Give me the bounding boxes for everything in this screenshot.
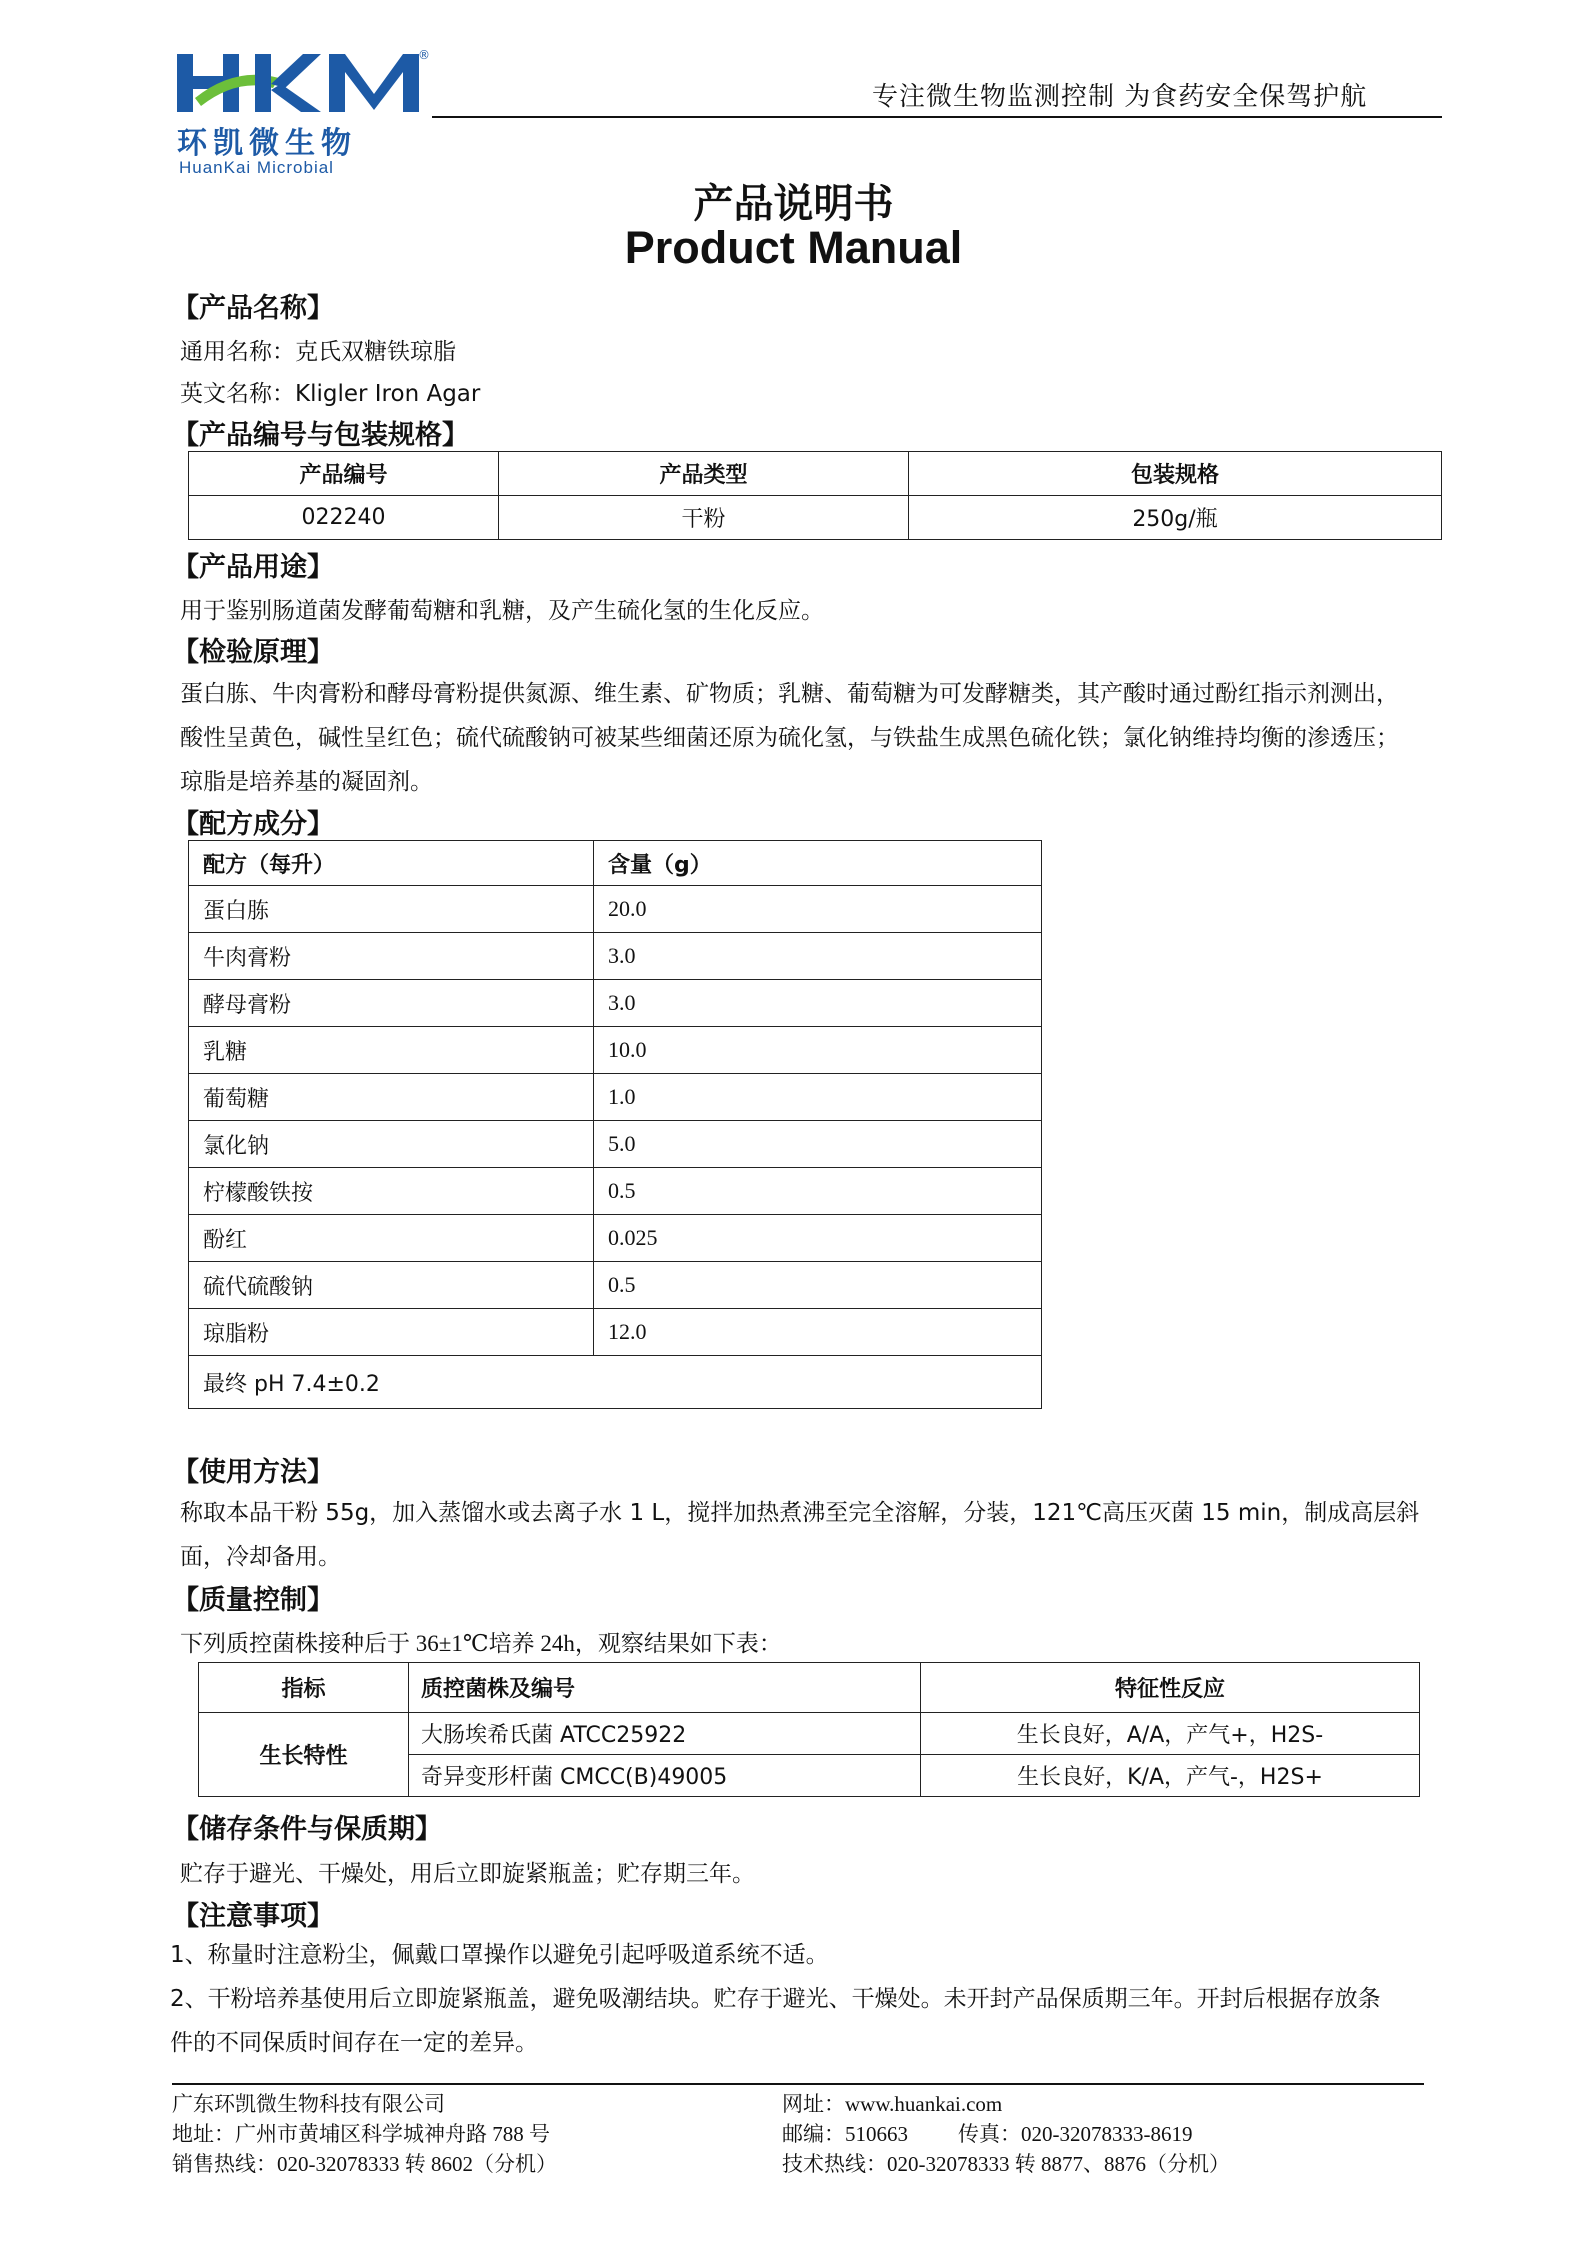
section-heading-method: 【使用方法】 bbox=[172, 1457, 334, 1488]
footer-fax: 传真：020-32078333-8619 bbox=[958, 2122, 1193, 2146]
header-cell: 配方（每升） bbox=[189, 841, 594, 886]
header-cell: 包装规格 bbox=[909, 452, 1442, 496]
table-row bbox=[189, 1121, 1042, 1168]
table-header-row bbox=[199, 1663, 1420, 1713]
section-heading-qc: 【质量控制】 bbox=[172, 1585, 334, 1616]
product-type: 干粉 bbox=[499, 496, 909, 540]
section-heading-storage: 【储存条件与保质期】 bbox=[172, 1814, 442, 1845]
principle-line: 蛋白胨、牛肉膏粉和酵母膏粉提供氮源、维生素、矿物质；乳糖、葡萄糖为可发酵糖类，其产酸时通过酚红指示剂测出， bbox=[180, 681, 1399, 707]
storage-text: 贮存于避光、干燥处，用后立即旋紧瓶盖；贮存期三年。 bbox=[180, 1861, 755, 1887]
principle-text bbox=[180, 672, 1450, 804]
package-size: 250g/瓶 bbox=[909, 496, 1442, 540]
principle-line: 酸性呈黄色，碱性呈红色；硫代硫酸钠可被某些细菌还原为硫化氢，与铁盐生成黑色硫化铁；氯化钠维持均衡的渗透压； bbox=[180, 725, 1399, 751]
usage-text: 用于鉴别肠道菌发酵葡萄糖和乳糖，及产生硫化氢的生化反应。 bbox=[180, 598, 824, 624]
notes-text bbox=[170, 1933, 1440, 2065]
ingredient-amount: 5.0 bbox=[594, 1121, 1042, 1168]
qc-table bbox=[198, 1662, 1420, 1797]
qc-reaction: 生长良好，A/A，产气+，H2S- bbox=[921, 1713, 1420, 1755]
table-header-row bbox=[189, 841, 1042, 886]
ingredient-amount: 1.0 bbox=[594, 1074, 1042, 1121]
footer-company: 广东环凯微生物科技有限公司 bbox=[172, 2092, 445, 2116]
product-code: 022240 bbox=[189, 496, 499, 540]
ingredient-name: 硫代硫酸钠 bbox=[189, 1262, 594, 1309]
table-row bbox=[189, 1262, 1042, 1309]
ingredient-amount: 12.0 bbox=[594, 1309, 1042, 1356]
note-line: 2、干粉培养基使用后立即旋紧瓶盖，避免吸潮结块。贮存于避光、干燥处。未开封产品保质期三年。开封后根据存放条 bbox=[170, 1986, 1381, 2012]
note-line: 件的不同保质时间存在一定的差异。 bbox=[170, 2030, 538, 2056]
footer-address: 地址：广州市黄埔区科学城神舟路 788 号 bbox=[172, 2122, 550, 2146]
ingredient-name: 氯化钠 bbox=[189, 1121, 594, 1168]
footer-postcode: 邮编：510663 bbox=[782, 2122, 908, 2146]
qc-intro: 下列质控菌株接种后于 36±1℃培养 24h，观察结果如下表： bbox=[180, 1631, 782, 1656]
qc-strain-name: 大肠埃希氏菌 ATCC25922 bbox=[421, 1723, 687, 1748]
ingredient-amount: 0.025 bbox=[594, 1215, 1042, 1262]
header-slogan: 专注微生物监测控制 为食药安全保驾护航 bbox=[872, 82, 1368, 112]
header-cell: 产品编号 bbox=[189, 452, 499, 496]
company-logo bbox=[175, 48, 435, 177]
ingredient-name: 酚红 bbox=[189, 1215, 594, 1262]
common-name: 通用名称：克氏双糖铁琼脂 bbox=[180, 339, 456, 365]
table-row bbox=[189, 933, 1042, 980]
section-heading-principle: 【检验原理】 bbox=[172, 637, 334, 668]
footer-sales-hotline: 销售热线：020-32078333 转 8602（分机） bbox=[172, 2152, 557, 2176]
qc-reaction: 生长良好，K/A，产气-，H2S+ bbox=[921, 1755, 1420, 1797]
section-heading-notes: 【注意事项】 bbox=[172, 1901, 334, 1932]
note-line: 1、称量时注意粉尘，佩戴口罩操作以避免引起呼吸道系统不适。 bbox=[170, 1942, 829, 1968]
table-row bbox=[199, 1713, 1420, 1755]
package-table bbox=[188, 451, 1442, 540]
ingredient-name: 牛肉膏粉 bbox=[189, 933, 594, 980]
table-row bbox=[189, 496, 1442, 540]
method-text bbox=[180, 1491, 1450, 1579]
final-ph: 最终 pH 7.4±0.2 bbox=[189, 1356, 1042, 1409]
ingredient-name: 葡萄糖 bbox=[189, 1074, 594, 1121]
logo-chinese-name: 环凯微生物 bbox=[177, 126, 357, 161]
method-line: 称取本品干粉 55g，加入蒸馏水或去离子水 1 L，搅拌加热煮沸至完全溶解，分装，121℃高压灭菌 15 min，制成高层斜 bbox=[180, 1500, 1420, 1526]
header-cell: 特征性反应 bbox=[921, 1663, 1420, 1713]
table-row bbox=[189, 980, 1042, 1027]
principle-line: 琼脂是培养基的凝固剂。 bbox=[180, 769, 433, 795]
title-english: Product Manual bbox=[624, 222, 963, 273]
footer-tech-hotline: 技术热线：020-32078333 转 8877、8876（分机） bbox=[782, 2152, 1230, 2176]
ingredient-name: 蛋白胨 bbox=[189, 886, 594, 933]
ingredient-name: 乳糖 bbox=[189, 1027, 594, 1074]
qc-strain-name: 奇异变形杆菌 CMCC(B)49005 bbox=[421, 1765, 728, 1790]
header-cell: 产品类型 bbox=[499, 452, 909, 496]
header-cell: 质控菌株及编号 bbox=[409, 1663, 921, 1713]
table-header-row bbox=[189, 452, 1442, 496]
table-row bbox=[189, 1215, 1042, 1262]
section-heading-product-name: 【产品名称】 bbox=[172, 293, 334, 324]
ingredient-amount: 3.0 bbox=[594, 933, 1042, 980]
header-cell: 含量（g） bbox=[594, 841, 1042, 886]
header-divider bbox=[432, 116, 1442, 118]
table-row bbox=[189, 1356, 1042, 1409]
ingredient-name: 琼脂粉 bbox=[189, 1309, 594, 1356]
footer-divider bbox=[172, 2083, 1424, 2085]
section-heading-package: 【产品编号与包装规格】 bbox=[172, 420, 469, 451]
method-line: 面，冷却备用。 bbox=[180, 1544, 341, 1570]
hkm-logo-icon bbox=[175, 48, 425, 118]
section-heading-usage: 【产品用途】 bbox=[172, 552, 334, 583]
ingredient-amount: 10.0 bbox=[594, 1027, 1042, 1074]
table-row bbox=[189, 1027, 1042, 1074]
qc-strain bbox=[409, 1755, 921, 1797]
table-row bbox=[189, 886, 1042, 933]
footer-website: 网址：www.huankai.com bbox=[782, 2092, 1003, 2116]
qc-group-label: 生长特性 bbox=[199, 1713, 409, 1797]
formula-table bbox=[188, 840, 1042, 1409]
table-row bbox=[189, 1074, 1042, 1121]
registered-mark: ® bbox=[418, 48, 430, 62]
ingredient-amount: 20.0 bbox=[594, 886, 1042, 933]
header-cell: 指标 bbox=[199, 1663, 409, 1713]
section-heading-formula: 【配方成分】 bbox=[172, 809, 334, 840]
ingredient-name: 酵母膏粉 bbox=[189, 980, 594, 1027]
ingredient-amount: 0.5 bbox=[594, 1262, 1042, 1309]
table-row bbox=[189, 1168, 1042, 1215]
english-name: 英文名称：Kligler Iron Agar bbox=[180, 381, 481, 407]
ingredient-name: 柠檬酸铁按 bbox=[189, 1168, 594, 1215]
logo-english-name: HuanKai Microbial bbox=[179, 158, 334, 177]
qc-strain bbox=[409, 1713, 921, 1755]
ingredient-amount: 0.5 bbox=[594, 1168, 1042, 1215]
table-row bbox=[189, 1309, 1042, 1356]
title-chinese: 产品说明书 bbox=[693, 181, 894, 227]
ingredient-amount: 3.0 bbox=[594, 980, 1042, 1027]
